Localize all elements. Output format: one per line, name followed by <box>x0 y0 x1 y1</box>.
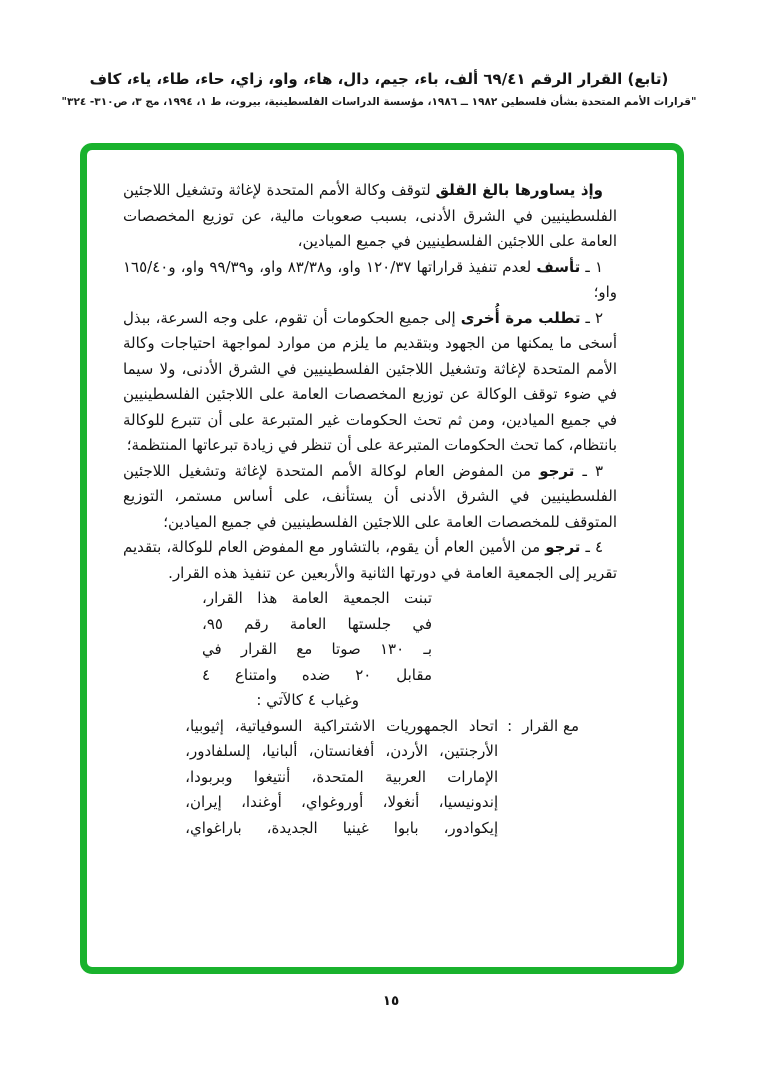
resolution-item-3 <box>123 459 617 536</box>
vote-country-line: الإمارات العربية المتحدة، أنتيغوا وبربودا، <box>185 767 499 786</box>
vote-country-line: اتحاد الجمهوريات الاشتراكية السوفياتية، إثيوبيا، <box>185 716 499 735</box>
vote-country-line: الأرجنتين، الأردن، أفغانستان، ألبانيا، إلسلفادور، <box>185 742 499 760</box>
item-lead: ترجو <box>545 538 581 556</box>
item-number: ٢ ـ <box>580 308 603 327</box>
adoption-block <box>202 586 432 714</box>
page-number: ١٥ <box>382 993 400 1009</box>
vote-block <box>123 714 579 842</box>
item-number: ٣ ـ <box>574 461 603 480</box>
item-text: إلى جميع الحكومات أن تقوم، على وجه السرعة، ببذل أسخى ما يمكنها من الجهود وبتقديم ما يلزم من موارد لمواجهة احتياجات وكالة الأمم المتحدة لإغاثة وتشغيل اللاجئين الفلسطينيين في الشرق الأدنى، ولا سيما في ضوء توقف الوكالة عن توزيع المخصصات العامة على اللاجئين الفلسطينيين في جميع الميادين، ومن ثم تحث الحكومات غير المتبرعة على أن تتبرع للوكالة بانتظام، كما تحث الحكومات المتبرعة على أن تنظر في زيادة تبرعاتها المنتظمة؛ <box>123 308 617 454</box>
vote-colon: : <box>507 716 513 735</box>
item-text: لعدم تنفيذ قراراتها ١٢٠/٣٧ واو، و٨٣/٣٨ واو، و٩٩/٣٩ واو، و١٦٥/٤٠ واو؛ <box>123 257 617 301</box>
item-lead: تأسف <box>536 257 581 276</box>
page-footer <box>0 990 758 1009</box>
item-lead: ترجو <box>539 461 575 480</box>
item-text: من المفوض العام لوكالة الأمم المتحدة لإغاثة وتشغيل اللاجئين الفلسطينيين في الشرق الأدنى أن يستأنف، على أساس مستمر، التوزيع المتوقف للمخصصات العامة على اللاجئين الفلسطينيين في جميع الميادين؛ <box>123 461 617 531</box>
item-lead: تطلب مرة أُخرى <box>460 308 581 327</box>
vote-country-line: إندونيسيا، أنغولا، أوروغواي، أوغندا، إيران، <box>185 793 499 811</box>
item-text: من الأمين العام أن يقوم، بالتشاور مع المفوض العام للوكالة، بتقديم تقرير إلى الجمعية العامة في دورتها الثانية والأربعين عن تنفيذ هذه القرار. <box>123 538 617 582</box>
adoption-line: في جلستها العامة رقم ٩٥، <box>202 614 432 633</box>
resolution-item-1 <box>123 255 617 306</box>
adoption-line: بـ ١٣٠ صوتا مع القرار في <box>202 640 432 658</box>
resolution-item-4 <box>123 535 617 586</box>
preamble-lead: وإذ يساورها بالغ القلق <box>435 181 603 199</box>
preamble-text: لتوقف وكالة الأمم المتحدة لإغاثة وتشغيل اللاجئين الفلسطينيين في الشرق الأدنى، بسبب صعوبات مالية، عن توزيع المخصصات العامة على اللاجئين الفلسطينيين في جميع الميادين، <box>123 181 617 250</box>
vote-label: مع القرار <box>522 716 579 735</box>
item-number: ٤ ـ <box>580 538 603 556</box>
document-title: (تابع) القرار الرقم ٦٩/٤١ ألف، باء، جيم، دال، هاء، واو، زاي، حاء، طاء، ياء، كاف <box>89 70 669 88</box>
vote-country-line: إيكوادور، بابوا غينيا الجديدة، باراغواي، <box>185 818 499 837</box>
item-number: ١ ـ <box>580 257 603 276</box>
adoption-line: وغياب ٤ كالآتي : <box>256 691 359 709</box>
page-header <box>0 70 758 108</box>
preamble-paragraph <box>123 178 617 255</box>
adoption-line: تبنت الجمعية العامة هذا القرار، <box>202 589 432 607</box>
resolution-item-2 <box>123 306 617 459</box>
document-source-citation: "قرارات الأمم المتحدة بشأن فلسطين ١٩٨٢ ــ ١٩٨٦، مؤسسة الدراسات الفلسطينية، بيروت، ط ١، ١٩٩٤، مج ٣، ص٣١٠- ٣٢٤" <box>61 96 697 108</box>
vote-country-lines <box>185 714 498 842</box>
adoption-line: مقابل ٢٠ ضده وامتناع ٤ <box>202 665 432 684</box>
resolution-green-box <box>80 143 684 974</box>
